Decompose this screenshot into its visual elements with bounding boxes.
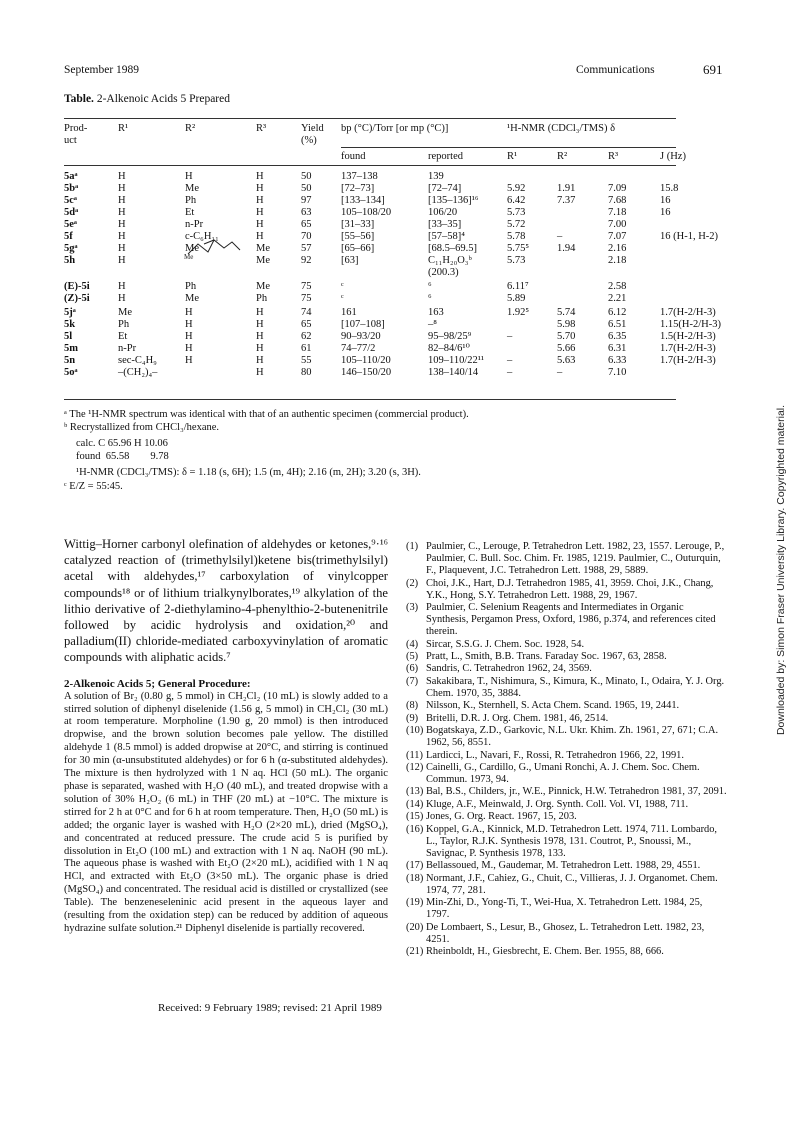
table-title-text: 2-Alkenoic Acids 5 Prepared (96, 93, 230, 105)
col-header-yield: Yield (301, 123, 324, 134)
col-header-r3: R³ (256, 123, 267, 134)
running-header-date: September 1989 (64, 64, 140, 76)
cell-nmr-j: 1.7(H-2/H-3) (660, 355, 716, 366)
reference-text: Choi, J.K., Hart, D.J. Tetrahedron 1985, 41, 3959. Choi, J.K., Chang, Y.K., Hong, S.Y. Tetrahedron Lett. 1988, 29, 1967. (426, 577, 714, 601)
reference-text: Sircar, S.S.G. J. Chem. Soc. 1928, 54. (426, 638, 585, 650)
cell-nmr-r1: 5.72 (507, 219, 526, 230)
cell-product: 5m (64, 343, 78, 354)
cell-r2: H (185, 171, 193, 182)
cell-nmr-j: 16 (H-1, H-2) (660, 231, 719, 242)
reference-number: (15) (406, 811, 424, 823)
reference-item (406, 541, 728, 577)
cell-r1: Et (118, 331, 128, 342)
reference-number: (1) (406, 541, 419, 552)
cell-yield: 50 (301, 171, 312, 182)
reference-text: Sandris, C. Tetrahedron 1962, 24, 3569. (426, 663, 592, 675)
cell-bp-reported: 139 (428, 171, 444, 182)
structure-5h-me-label: Me (184, 253, 194, 260)
reference-text: Lardicci, L., Navari, F., Rossi, R. Tetrahedron 1966, 22, 1991. (426, 749, 684, 761)
cell-r3: Me (256, 281, 270, 292)
reference-item (406, 762, 728, 786)
cell-nmr-r2: 5.74 (557, 307, 576, 318)
cell-yield: 62 (301, 331, 312, 342)
cell-nmr-j: 1.5(H-2/H-3) (660, 331, 716, 342)
cell-nmr-r1: 5.92 (507, 183, 526, 194)
cell-nmr-j: 1.7(H-2/H-3) (660, 307, 716, 318)
reference-list (406, 541, 728, 958)
cell-yield: 57 (301, 243, 312, 254)
cell-bp-reported: [57–58]⁴ (428, 231, 465, 242)
reference-item (406, 786, 728, 798)
reference-item (406, 602, 728, 638)
reference-number: (2) (406, 577, 419, 589)
reference-number: (5) (406, 651, 419, 663)
cell-yield: 70 (301, 231, 312, 242)
reference-item (406, 700, 728, 712)
cell-r2: H (185, 307, 193, 318)
reference-number: (11) (406, 749, 423, 761)
cell-yield: 61 (301, 343, 312, 354)
cell-nmr-r2: 1.94 (557, 243, 576, 254)
cell-r2: Et (185, 207, 195, 218)
reference-item (406, 639, 728, 651)
reference-item (406, 663, 728, 675)
cell-r2: H (185, 343, 193, 354)
cell-nmr-r3: 6.31 (608, 343, 627, 354)
col-header-nmr-r1: R¹ (507, 151, 518, 162)
cell-bp-reported: 138–140/14 (428, 367, 479, 378)
reference-number: (9) (406, 712, 419, 724)
reference-text: Jones, G. Org. React. 1967, 15, 203. (426, 811, 577, 823)
reference-number: (3) (406, 602, 419, 614)
reference-text: Rheinboldt, H., Giesbrecht, E. Chem. Ber. 1955, 88, 666. (426, 946, 664, 958)
cell-bp-reported: 82–84/6¹⁰ (428, 343, 470, 354)
cell-nmr-j: 16 (660, 195, 671, 206)
footnote-b-nmr: ¹H-NMR (CDCl₃/TMS): δ = 1.18 (s, 6H); 1.5 (m, 4H); 2.16 (m, 2H); 3.20 (s, 3H). (76, 467, 421, 478)
footnote-c: ᶜ E/Z = 55:45. (64, 481, 123, 492)
cell-r1: H (118, 219, 126, 230)
reference-number: (12) (406, 761, 424, 773)
col-header-r1: R¹ (118, 123, 129, 134)
reference-text: Pratt, L., Smith, B.B. Trans. Faraday Soc. 1967, 63, 2858. (426, 651, 667, 663)
cell-bp-found: 74–77/2 (341, 343, 376, 354)
col-header-yield-unit: (%) (301, 135, 317, 146)
reference-number: (17) (406, 860, 424, 872)
reference-text: Normant, J.F., Cahiez, G., Chuit, C., Villieras, J. J. Organomet. Chem. 1974, 77, 281. (426, 872, 718, 896)
reference-text: Sakakibara, T., Nishimura, S., Kimura, K., Minato, I., Odaira, Y. J. Org. Chem. 1970, 35, 3884. (426, 675, 725, 699)
cell-nmr-r1: 1.92⁵ (507, 307, 530, 318)
reference-number: (7) (406, 675, 419, 687)
reference-item (406, 676, 728, 700)
cell-product: 5aᵃ (64, 171, 78, 182)
reference-number: (19) (406, 897, 424, 909)
reference-item (406, 873, 728, 897)
cell-bp-reported: [135–136]¹⁶ (428, 195, 479, 206)
cell-r3: Me (256, 255, 270, 266)
cell-r1: Ph (118, 319, 130, 330)
cell-nmr-r3: 6.12 (608, 307, 627, 318)
cell-yield: 92 (301, 255, 312, 266)
cell-r3: H (256, 367, 264, 378)
col-header-r2: R² (185, 123, 196, 134)
cell-r3: Ph (256, 293, 268, 304)
cell-nmr-r3: 6.33 (608, 355, 627, 366)
left-column (64, 536, 388, 936)
procedure-heading: 2-Alkenoic Acids 5; General Procedure: (64, 677, 251, 690)
cell-r2: H (185, 319, 193, 330)
col-header-bp: bp (°C)/Torr [or mp (°C)] (341, 123, 449, 134)
reference-item (406, 799, 728, 811)
cell-r2: H (185, 331, 193, 342)
cell-nmr-r3: 2.21 (608, 293, 627, 304)
download-watermark-text: Downloaded by: Simon Fraser University Library. Copyrighted material. (775, 404, 787, 736)
cell-yield: 80 (301, 367, 312, 378)
cell-r3: H (256, 195, 264, 206)
col-header-nmr-j: J (Hz) (660, 151, 686, 162)
cell-r3: H (256, 343, 264, 354)
cell-nmr-r3: 7.07 (608, 231, 627, 242)
cell-product: 5cᵃ (64, 195, 77, 206)
reference-text: Bellassoued, M., Gaudemar, M. Tetrahedron Lett. 1988, 29, 4551. (426, 860, 701, 872)
reference-number: (6) (406, 663, 419, 675)
cell-r3: H (256, 183, 264, 194)
cell-r2: Ph (185, 281, 197, 292)
cell-bp-reported: ⁶ (428, 293, 432, 304)
cell-bp-found: [107–108] (341, 319, 385, 330)
cell-r3: H (256, 219, 264, 230)
cell-bp-found: 105–110/20 (341, 355, 391, 366)
reference-item (406, 860, 728, 872)
table-top-rule (64, 118, 676, 119)
cell-nmr-r2: 5.66 (557, 343, 576, 354)
cell-nmr-r3: 2.58 (608, 281, 627, 292)
download-watermark (773, 325, 789, 815)
cell-nmr-r2: 1.91 (557, 183, 576, 194)
cell-bp-found: [133–134] (341, 195, 385, 206)
cell-bp-reported: 95–98/25⁹ (428, 331, 472, 342)
cell-nmr-r2: 5.98 (557, 319, 576, 330)
reference-text: Bogatskaya, Z.D., Garkovic, N.L. Ukr. Khim. Zh. 1961, 27, 671; C.A. 1962, 56, 8551. (426, 725, 719, 749)
cell-yield: 75 (301, 293, 312, 304)
cell-r1: Me (118, 307, 132, 318)
table-title (64, 93, 230, 105)
received-date: Received: 9 February 1989; revised: 21 April 1989 (158, 1002, 382, 1014)
cell-nmr-r2: – (557, 367, 563, 378)
page-number: 691 (703, 62, 723, 77)
col-header-nmr: ¹H-NMR (CDCl₃/TMS) δ (507, 123, 616, 134)
cell-r1: –(CH₂)₄– (118, 367, 158, 378)
cell-r3: H (256, 171, 264, 182)
col-header-product: Prod- (64, 123, 88, 134)
cell-bp-found: [65–66] (341, 243, 375, 254)
cell-nmr-r1: 5.89 (507, 293, 526, 304)
cell-product: 5bᵃ (64, 183, 79, 194)
cell-r3: Me (256, 243, 270, 254)
reference-text: Bal, B.S., Childers, jr., W.E., Pinnick, H.W. Tetrahedron 1981, 37, 2091. (426, 786, 727, 798)
reference-text: Cainelli, G., Cardillo, G., Umani Ronchi, A. J. Chem. Soc. Chem. Commun. 1973, 94. (426, 761, 700, 786)
cell-r1: H (118, 171, 126, 182)
footnote-b: ᵇ Recrystallized from CHCl₃/hexane. (64, 422, 220, 433)
cell-nmr-r3: 2.16 (608, 243, 627, 254)
cell-r3: H (256, 319, 264, 330)
cell-nmr-r1: 5.73 (507, 255, 526, 266)
cell-nmr-r1: 5.78 (507, 231, 526, 242)
reference-item (406, 922, 728, 946)
reference-text: Paulmier, C. Selenium Reagents and Intermediates in Organic Synthesis, Pergamon Press, Oxford, 1986, p.374, and references cited therein. (426, 602, 716, 638)
cell-nmr-r3: 2.18 (608, 255, 627, 266)
cell-yield: 65 (301, 219, 312, 230)
reference-number: (18) (406, 872, 424, 884)
cell-yield: 50 (301, 183, 312, 194)
cell-bp-found: [63] (341, 255, 359, 266)
cell-product: 5h (64, 255, 76, 266)
reference-item (406, 946, 728, 958)
cell-product: 5k (64, 319, 76, 330)
cell-bp-reported: 106/20 (428, 207, 458, 218)
cell-bp-reported: C₁₁H₂₀O₃ᵇ (428, 255, 472, 266)
cell-r1: n-Pr (118, 343, 137, 354)
cell-nmr-r1: 6.42 (507, 195, 526, 206)
cell-bp-found: 90–93/20 (341, 331, 381, 342)
col-header-product-2: uct (64, 135, 77, 146)
cell-product: 5oᵃ (64, 367, 78, 378)
cell-r1: H (118, 281, 126, 292)
cell-bp-reported: ⁶ (428, 281, 432, 292)
cell-yield: 65 (301, 319, 312, 330)
cell-r2: Ph (185, 195, 197, 206)
cell-bp-found: 146–150/20 (341, 367, 392, 378)
reference-item (406, 725, 728, 749)
cell-nmr-r3: 7.18 (608, 207, 627, 218)
cell-r1: H (118, 207, 126, 218)
cell-r3: H (256, 307, 264, 318)
reference-number: (16) (406, 823, 424, 835)
cell-nmr-j: 1.7(H-2/H-3) (660, 343, 716, 354)
footnote-b-found: found 65.58 9.78 (76, 451, 169, 462)
cell-nmr-r2: 5.70 (557, 331, 576, 342)
cell-nmr-r3: 7.10 (608, 367, 627, 378)
table-subhead-rule (341, 147, 676, 148)
cell-r1: H (118, 183, 126, 194)
cell-yield: 74 (301, 307, 312, 318)
reference-text: Min-Zhi, D., Yong-Ti, T., Wei-Hua, X. Tetrahedron Lett. 1984, 25, 1797. (426, 897, 703, 921)
cell-r1: H (118, 231, 126, 242)
cell-nmr-r1: – (507, 355, 513, 366)
reference-number: (13) (406, 786, 424, 798)
cell-product: 5n (64, 355, 76, 366)
cell-yield: 75 (301, 281, 312, 292)
cell-nmr-r1: 5.75⁵ (507, 243, 530, 254)
cell-r1: H (118, 243, 126, 254)
cell-r1: H (118, 293, 126, 304)
cell-r2: Me (185, 183, 199, 194)
reference-item (406, 713, 728, 725)
intro-paragraph: Wittig–Horner carbonyl olefination of aldehydes or ketones,⁹·¹⁶ catalyzed reaction of (trimethylsilyl)ketene bis(trimethylsilyl) acetal with aldehydes,¹⁷ carboxylation of vinylcopper compounds¹⁸ or of lithium trialkynylborates,¹⁹ alkylation of the lithio derivative of 2-diethylamino-4-phenylthio-2-butenenitrile followed by acidic hydrolysis and oxidation,²⁰ and palladium(II) chloride-mediated carboxyvinylation of aromatic compounds with aliphatic acids.⁷ (64, 537, 388, 665)
reference-item (406, 750, 728, 762)
cell-bp-found: [31–33] (341, 219, 375, 230)
cell-r1: sec-C₄H₉ (118, 355, 157, 366)
cell-r2: H (185, 355, 193, 366)
table-header-rule (64, 165, 676, 166)
cell-nmr-r1: 6.11⁷ (507, 281, 529, 292)
cell-bp-found: [55–56] (341, 231, 375, 242)
cell-bp-reported-2: (200.3) (428, 267, 459, 278)
cell-bp-found: [72–73] (341, 183, 375, 194)
cell-bp-found: ᶜ (341, 281, 344, 292)
cell-yield: 97 (301, 195, 312, 206)
cell-nmr-j: 15.8 (660, 183, 679, 194)
cell-r3: H (256, 355, 264, 366)
procedure-text: A solution of Br₂ (0.80 g, 5 mmol) in CH₂Cl₂ (10 mL) is slowly added to a stirred solution of diphenyl diselenide (1.56 g, 5 mmol) in CH₂Cl₂ (30 mL) at room temperature. Morpholine (1.90 g, 20 mmol) is then introduced dropwise, and the brown solution becomes pale yellow. The distilled aldehyde 1 (8.5 mmol) is added dropwise at 20°C, and stirring is continued for 30 min (α-unsubstituted aldehydes) or for 6 h (α-substituted aldehydes). The mixture is then hydrolyzed with 1 N aq. HCl (50 mL). The organic phase is separated, washed with H₂O (40 mL), and treated dropwise with a solution of 30% H₂O₂ (6 mL) in THF (20 mL) at −10°C. The mixture is stirred for 2 h at 0°C and for 6 h at room temperature. Then, H₂O (50 mL) is added; the organic layer is washed with H₂O (2×20 mL), dried (MgSO₄), and concentrated at reduced pressure. The crude acid 5 is purified by dissolution in Et₂O (100 mL) and extraction with 1 N aq. NaOH (90 mL). The aqueous phase is washed with Et₂O (2×20 mL), acidified with 1 N aq HCl, and extracted with Et₂O (3×50 mL). The organic phase is dried (MgSO₄) and concentrated. The residual acid is distilled or crystallized (see Table). The benzeneseleninic acid present in the aqueous layer and (resulting from the oxidation step) can be reduced by addition of aqueous hydrazine sulfate solution.²¹ Diphenyl diselenide is partially recovered. (64, 690, 388, 934)
reference-text: Kluge, A.F., Meinwald, J. Org. Synth. Coll. Vol. VI, 1988, 711. (426, 798, 689, 810)
cell-r2: Me (185, 243, 199, 254)
cell-nmr-j: 16 (660, 207, 671, 218)
col-header-nmr-r2: R² (557, 151, 568, 162)
cell-bp-found: 161 (341, 307, 357, 318)
cell-r3: H (256, 207, 264, 218)
cell-product: 5gᵃ (64, 243, 78, 254)
cell-bp-found: ᶜ (341, 293, 344, 304)
reference-number: (8) (406, 700, 419, 712)
cell-nmr-r3: 6.35 (608, 331, 627, 342)
col-header-bp-found: found (341, 151, 366, 162)
reference-number: (20) (406, 921, 424, 933)
cell-bp-reported: –⁸ (428, 319, 437, 330)
cell-bp-reported: 109–110/22¹¹ (428, 355, 485, 366)
footnote-b-calc: calc. C 65.96 H 10.06 (76, 438, 168, 449)
footnote-a: ᵃ The ¹H-NMR spectrum was identical with that of an authentic specimen (commercial product). (64, 409, 469, 420)
cell-yield: 55 (301, 355, 312, 366)
cell-r1: H (118, 255, 126, 266)
reference-number: (4) (406, 638, 419, 650)
cell-r3: H (256, 331, 264, 342)
cell-product: 5eᵃ (64, 219, 77, 230)
running-header-section: Communications (576, 64, 655, 76)
reference-text: Nilsson, K., Sternhell, S. Acta Chem. Scand. 1965, 19, 2441. (426, 700, 680, 712)
cell-bp-reported: [33–35] (428, 219, 462, 230)
cell-r2: c-C₆H₁₁ (185, 231, 219, 242)
cell-bp-found: 137–138 (341, 171, 378, 182)
cell-r2: n-Pr (185, 219, 204, 230)
reference-item (406, 824, 728, 860)
reference-number: (21) (406, 946, 424, 958)
cell-r1: H (118, 195, 126, 206)
reference-text: De Lombaert, S., Lesur, B., Ghosez, L. Tetrahedron Lett. 1982, 23, 4251. (426, 921, 705, 945)
structure-5h-drawing (184, 236, 242, 260)
cell-bp-reported: [72–74] (428, 183, 462, 194)
cell-product: (Z)-5i (64, 293, 90, 304)
reference-item (406, 811, 728, 823)
reference-text: Koppel, G.A., Kinnick, M.D. Tetrahedron Lett. 1974, 711. Lombardo, L., Taylor, R.J.K. Synthesis 1978, 131. Coutrot, P., Snoussi, M., Savignac, P. Synthesis 1978, 133. (426, 823, 718, 859)
cell-nmr-r3: 7.00 (608, 219, 627, 230)
cell-product: (E)-5i (64, 281, 90, 292)
cell-product: 5dᵃ (64, 207, 79, 218)
cell-nmr-r1: 5.73 (507, 207, 526, 218)
cell-r2: Me (185, 293, 199, 304)
cell-nmr-r2: 5.63 (557, 355, 576, 366)
reference-text: Britelli, D.R. J. Org. Chem. 1981, 46, 2514. (426, 712, 609, 724)
cell-product: 5f (64, 231, 73, 242)
cell-nmr-r3: 6.51 (608, 319, 627, 330)
cell-product: 5jᵃ (64, 307, 76, 318)
cell-product: 5l (64, 331, 73, 342)
cell-nmr-j: 1.15(H-2/H-3) (660, 319, 721, 330)
table-title-label: Table. (64, 93, 94, 105)
cell-nmr-r1: – (507, 367, 513, 378)
cell-nmr-r3: 7.68 (608, 195, 627, 206)
reference-text: Paulmier, C., Lerouge, P. Tetrahedron Lett. 1982, 23, 1557. Lerouge, P., Paulmier, C. Bull. Soc. Chim. Fr. 1985, 1219. Paulmier, C., Outurquin, F., Plaquevent, J.C. Tetrahedron Lett. 1988, 29, 5889. (426, 541, 725, 577)
cell-nmr-r1: – (507, 331, 513, 342)
cell-bp-reported: 163 (428, 307, 444, 318)
cell-nmr-r3: 7.09 (608, 183, 627, 194)
cell-nmr-r2: – (557, 231, 563, 242)
cell-yield: 63 (301, 207, 312, 218)
col-header-bp-reported: reported (428, 151, 463, 162)
reference-item (406, 578, 728, 602)
reference-number: (10) (406, 725, 424, 737)
cell-bp-found: 105–108/20 (341, 207, 392, 218)
cell-r3: H (256, 231, 264, 242)
col-header-nmr-r3: R³ (608, 151, 619, 162)
cell-bp-reported: [68.5–69.5] (428, 243, 477, 254)
table-bottom-rule (64, 399, 676, 400)
reference-number: (14) (406, 798, 424, 810)
reference-item (406, 897, 728, 921)
reference-item (406, 651, 728, 663)
cell-nmr-r2: 7.37 (557, 195, 576, 206)
